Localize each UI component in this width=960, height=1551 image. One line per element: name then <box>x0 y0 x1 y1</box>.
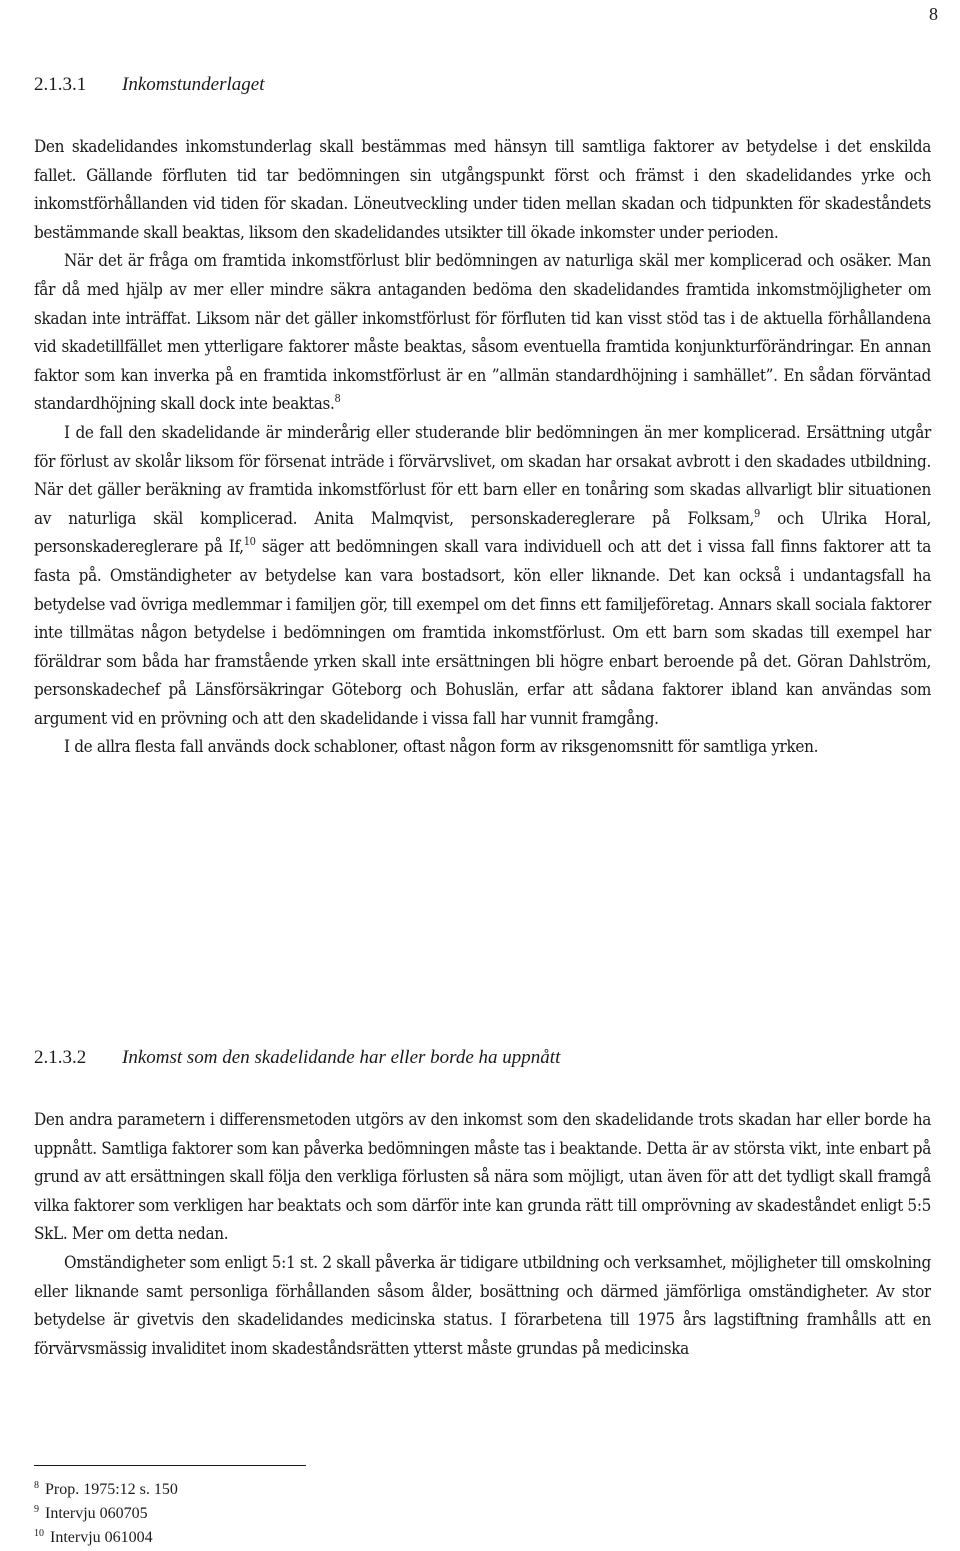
section-title: Inkomstunderlaget <box>122 74 265 95</box>
footnote-reference: 8 <box>334 392 341 406</box>
footnote-mark: 8 <box>34 1480 39 1491</box>
footnote-mark: 9 <box>34 1504 39 1515</box>
paragraph-text: I de allra flesta fall används dock schabloner, oftast någon form av riksgenomsnitt för samtliga yrken. <box>64 737 819 758</box>
footnote-mark: 10 <box>34 1528 44 1539</box>
paragraph-text: och Ulrika Horal, personskadereglerare på If, <box>34 508 931 558</box>
section-heading-inkomstunderlaget <box>34 74 934 96</box>
footnotes <box>34 1478 178 1550</box>
paragraph <box>34 247 931 419</box>
paragraph <box>34 1249 931 1363</box>
paragraph-text: När det är fråga om framtida inkomstförlust blir bedömningen av naturliga skäl mer komplicerad och osäker. Man får då med hjälp av mer eller mindre säkra antaganden bedöma den skadelidandes framtida inkomstmöjligheter om skadan inte inträffat. Liksom när det gäller inkomstförlust för förfluten tid kan visst stöd tas i de aktuella förhållandena vid skadetillfället men ytterligare faktorer måste beaktas, såsom eventuella framtida konjunkturförändringar. En annan faktor som kan inverka på en framtida inkomstförlust är en ”allmän standardhöjning i samhället”. En sådan förväntad standardhöjning skall dock inte beaktas. <box>34 251 931 415</box>
footnote-reference: 10 <box>243 535 256 549</box>
footnote-text: Intervju 061004 <box>50 1529 153 1546</box>
section-body-uppnadd-inkomst <box>34 1106 931 1426</box>
paragraph-text: I de fall den skadelidande är minderårig eller studerande blir bedömningen än mer komplicerad. Ersättning utgår för förlust av skolår liksom för försenat inträde i förvärvslivet, om skadan har orsakat avbrott i den skadades utbildning. När det gäller beräkning av framtida inkomstförlust för ett barn eller en tonåring som skadas allvarligt blir situationen av naturliga skäl komplicerad. Anita Malmqvist, personskadereglerare på Folksam, <box>34 422 931 529</box>
footnote-text: Prop. 1975:12 s. 150 <box>45 1481 178 1498</box>
footnote <box>34 1526 178 1550</box>
section-title: Inkomst som den skadelidande har eller borde ha uppnått <box>122 1047 561 1068</box>
paragraph <box>34 733 931 762</box>
section-heading-uppnadd-inkomst <box>34 1047 934 1069</box>
section-number: 2.1.3.1 <box>34 74 87 95</box>
footnote-text: Intervju 060705 <box>45 1505 148 1522</box>
section-number: 2.1.3.2 <box>34 1047 87 1068</box>
paragraph-text: säger att bedömningen skall vara individuell och att det i vissa fall finns faktorer att ta fasta på. Omständigheter av betydelse kan vara bostadsort, kön eller liknande. Det kan också i undantagsfall ha betydelse vad övriga medlemmar i familjen gör, till exempel om det finns ett familjeföretag. Annars skall sociala faktorer inte tillmätas någon betydelse i bedömningen om framtida inkomstförlust. Om ett barn som skadas till exempel har föräldrar som båda har framstående yrken skall inte ersättningen bli högre enbart beroende på det. Göran Dahlström, personskadechef på Länsförsäkringar Göteborg och Bohuslän, erfar att sådana faktorer ibland kan användas som argument vid en prövning och att den skadelidande i vissa fall har vunnit framgång. <box>34 537 931 729</box>
section-body-inkomstunderlaget <box>34 133 931 762</box>
paragraph-text: Den skadelidandes inkomstunderlag skall bestämmas med hänsyn till samtliga faktorer av betydelse i det enskilda fallet. Gällande förfluten tid tar bedömningen sin utgångspunkt först och främst i den skadelidandes yrke och inkomstförhållanden vid tiden för skadan. Löneutveckling under tiden mellan skadan och tidpunkten för skadeståndets bestämmande skall beaktas, liksom den skadelidandes utsikter till ökade inkomster under perioden. <box>34 137 931 243</box>
page-number: 8 <box>929 4 938 24</box>
paragraph <box>34 419 931 734</box>
footnote-reference: 9 <box>754 506 760 520</box>
paragraph <box>34 1106 931 1249</box>
footnote <box>34 1478 178 1502</box>
paragraph <box>34 133 931 247</box>
footnote <box>34 1502 178 1526</box>
paragraph-text: Den andra parametern i differensmetoden utgörs av den inkomst som den skadelidande trots skadan har eller borde ha uppnått. Samtliga faktorer som kan påverka bedömningen måste tas i beaktande. Detta är av största vikt, inte enbart på grund av att ersättningen skall följa den verkliga förlusten så nära som möjligt, utan även för att det tydligt skall framgå vilka faktorer som verkligen har beaktats och som därför inte kan grunda rätt till omprövning av skadeståndet enligt 5:5 SkL. Mer om detta nedan. <box>34 1110 931 1245</box>
footnote-divider <box>34 1465 306 1466</box>
paragraph-text: Omständigheter som enligt 5:1 st. 2 skall påverka är tidigare utbildning och verksamhet, möjligheter till omskolning eller liknande samt personliga förhållanden såsom ålder, bosättning och därmed jämförliga omständigheter. Av stor betydelse är givetvis den skadelidandes medicinska status. I förarbetena till 1975 års lagstiftning framhålls att en förvärvsmässig invaliditet inom skadeståndsrätten ytterst måste grundas på medicinska <box>34 1252 931 1359</box>
